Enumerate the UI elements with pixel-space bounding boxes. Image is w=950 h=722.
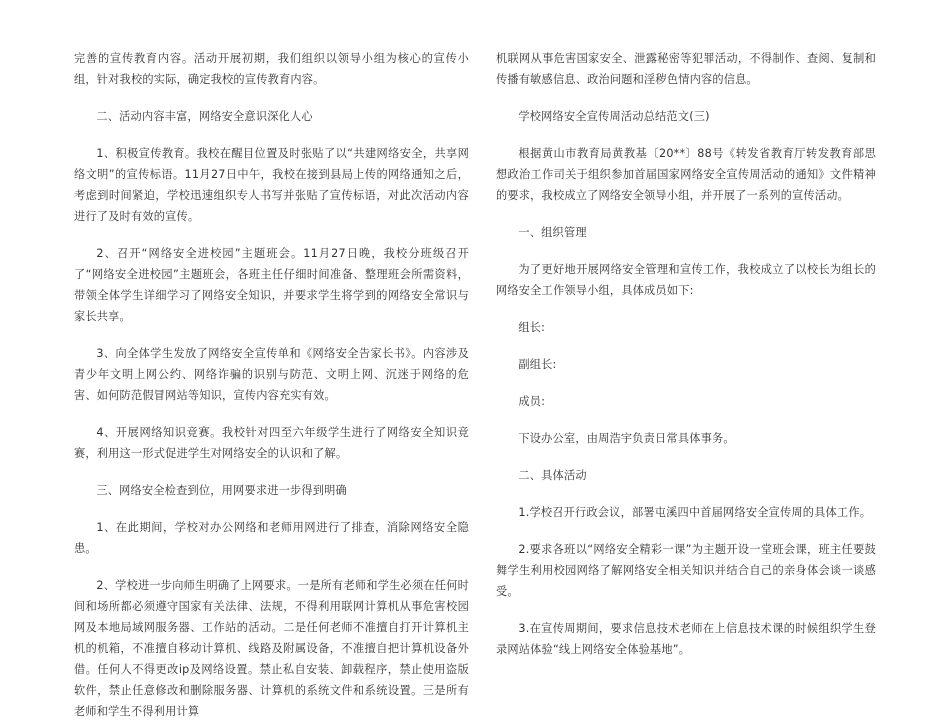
members-label: 成员: [518, 395, 546, 408]
left-paragraph-item-2: 2、召开“网络安全进校园”主题班会。11月27日晚，我校分班级召开了“网络安全进校园”主题班会，各班主任仔细时间准备、整理班会所需资料，带领全体学生详细学习了网络安全知识，并要求学生将学到的网络安全常识与家长共享。 [74, 247, 469, 323]
left-paragraph-inspection-2: 2、学校进一步向师生明确了上网要求。一是所有老师和学生必须在任何时间和场所都必须遵守国家有关法律、法规，不得利用联网计算机从事危害校园网及本地局域网服务器、工作站的活动。二是任何老师不准擅自打开计算机主机的机箱，不准擅自移动计算机、线路及附属设备，不准擅自把计算机设备外借。任何人不得更改ip及网络设置。禁止私自安装、卸载程序，禁止使用盗版软件，禁止任意修改和删除服务器、计算机的系统文件和系统设置。三是所有老师和学生不得利用计算 [74, 579, 469, 718]
right-paragraph-activity-2: 2.要求各班以“网络安全精彩一课”为主题开设一堂班会课，班主任要鼓舞学生利用校园网络了解网络安全相关知识并结合自己的亲身体会谈一谈感受。 [496, 543, 876, 598]
right-paragraph-intro: 根据黄山市教育局黄教基〔20**〕88号《转发省教育厅转发教育部思想政治工作司关于组织参加首届国家网络安全宣传周活动的通知》文件精神的要求，我校成立了网络安全领导小组，并开展了一系列的宣传活动。 [496, 147, 876, 202]
left-paragraph-item-4: 4、开展网络知识竞赛。我校针对四至六年级学生进行了网络安全知识竞赛，利用这一形式促进学生对网络安全的认识和了解。 [74, 426, 469, 460]
section-heading-organization: 一、组织管理 [518, 226, 587, 239]
right-paragraph-organization: 为了更好地开展网络安全管理和宣传工作，我校成立了以校长为组长的网络安全工作领导小组，具体成员如下: [496, 263, 876, 297]
section-heading-inspection: 三、网络安全检查到位，用网要求进一步得到明确 [96, 484, 347, 497]
left-paragraph-item-1: 1、积极宣传教育。我校在醒目位置及时张贴了以“共建网络安全，共享网络文明”的宣传标语。11月27日中午，我校在接到县局上传的网络通知之后，考虑到时间紧迫，学校迅速组织专人书写并张贴了宣传标语，对此次活动内容进行了及时有效的宣传。 [74, 147, 469, 223]
section-heading-activities: 二、活动内容丰富，网络安全意识深化人心 [96, 110, 313, 123]
left-paragraph-item-3: 3、向全体学生发放了网络安全宣传单和《网络安全告家长书》。内容涉及青少年文明上网公约、网络诈骗的识别与防范、文明上网、沉迷于网络的危害、如何防范假冒网站等知识，宣传内容充实有效。 [74, 347, 469, 402]
left-paragraph-inspection-1: 1、在此期间，学校对办公网络和老师用网进行了排查，消除网络安全隐患。 [74, 521, 469, 555]
right-paragraph-continuation: 机联网从事危害国家安全、泄露秘密等犯罪活动，不得制作、查阅、复制和传播有敏感信息、政治问题和淫秽色情内容的信息。 [496, 52, 876, 86]
section-heading-specific-activities: 二、具体活动 [518, 469, 587, 482]
right-paragraph-activity-3: 3.在宣传周期间，要求信息技术老师在上信息技术课的时候组织学生登录网站体验“线上网络安全体验基地”。 [496, 622, 876, 656]
right-column [496, 48, 876, 660]
office-note: 下设办公室，由周浩宇负责日常具体事务。 [518, 432, 735, 445]
article-title: 学校网络安全宣传周活动总结范文(三) [518, 110, 710, 123]
left-column [74, 48, 469, 722]
leader-label: 组长: [518, 321, 546, 334]
deputy-leader-label: 副组长: [518, 358, 557, 371]
left-paragraph-1: 完善的宣传教育内容。活动开展初期，我们组织以领导小组为核心的宣传小组，针对我校的实际，确定我校的宣传教育内容。 [74, 52, 469, 86]
right-paragraph-activity-1: 1.学校召开行政会议，部署屯溪四中首届网络安全宣传周的具体工作。 [518, 506, 872, 519]
